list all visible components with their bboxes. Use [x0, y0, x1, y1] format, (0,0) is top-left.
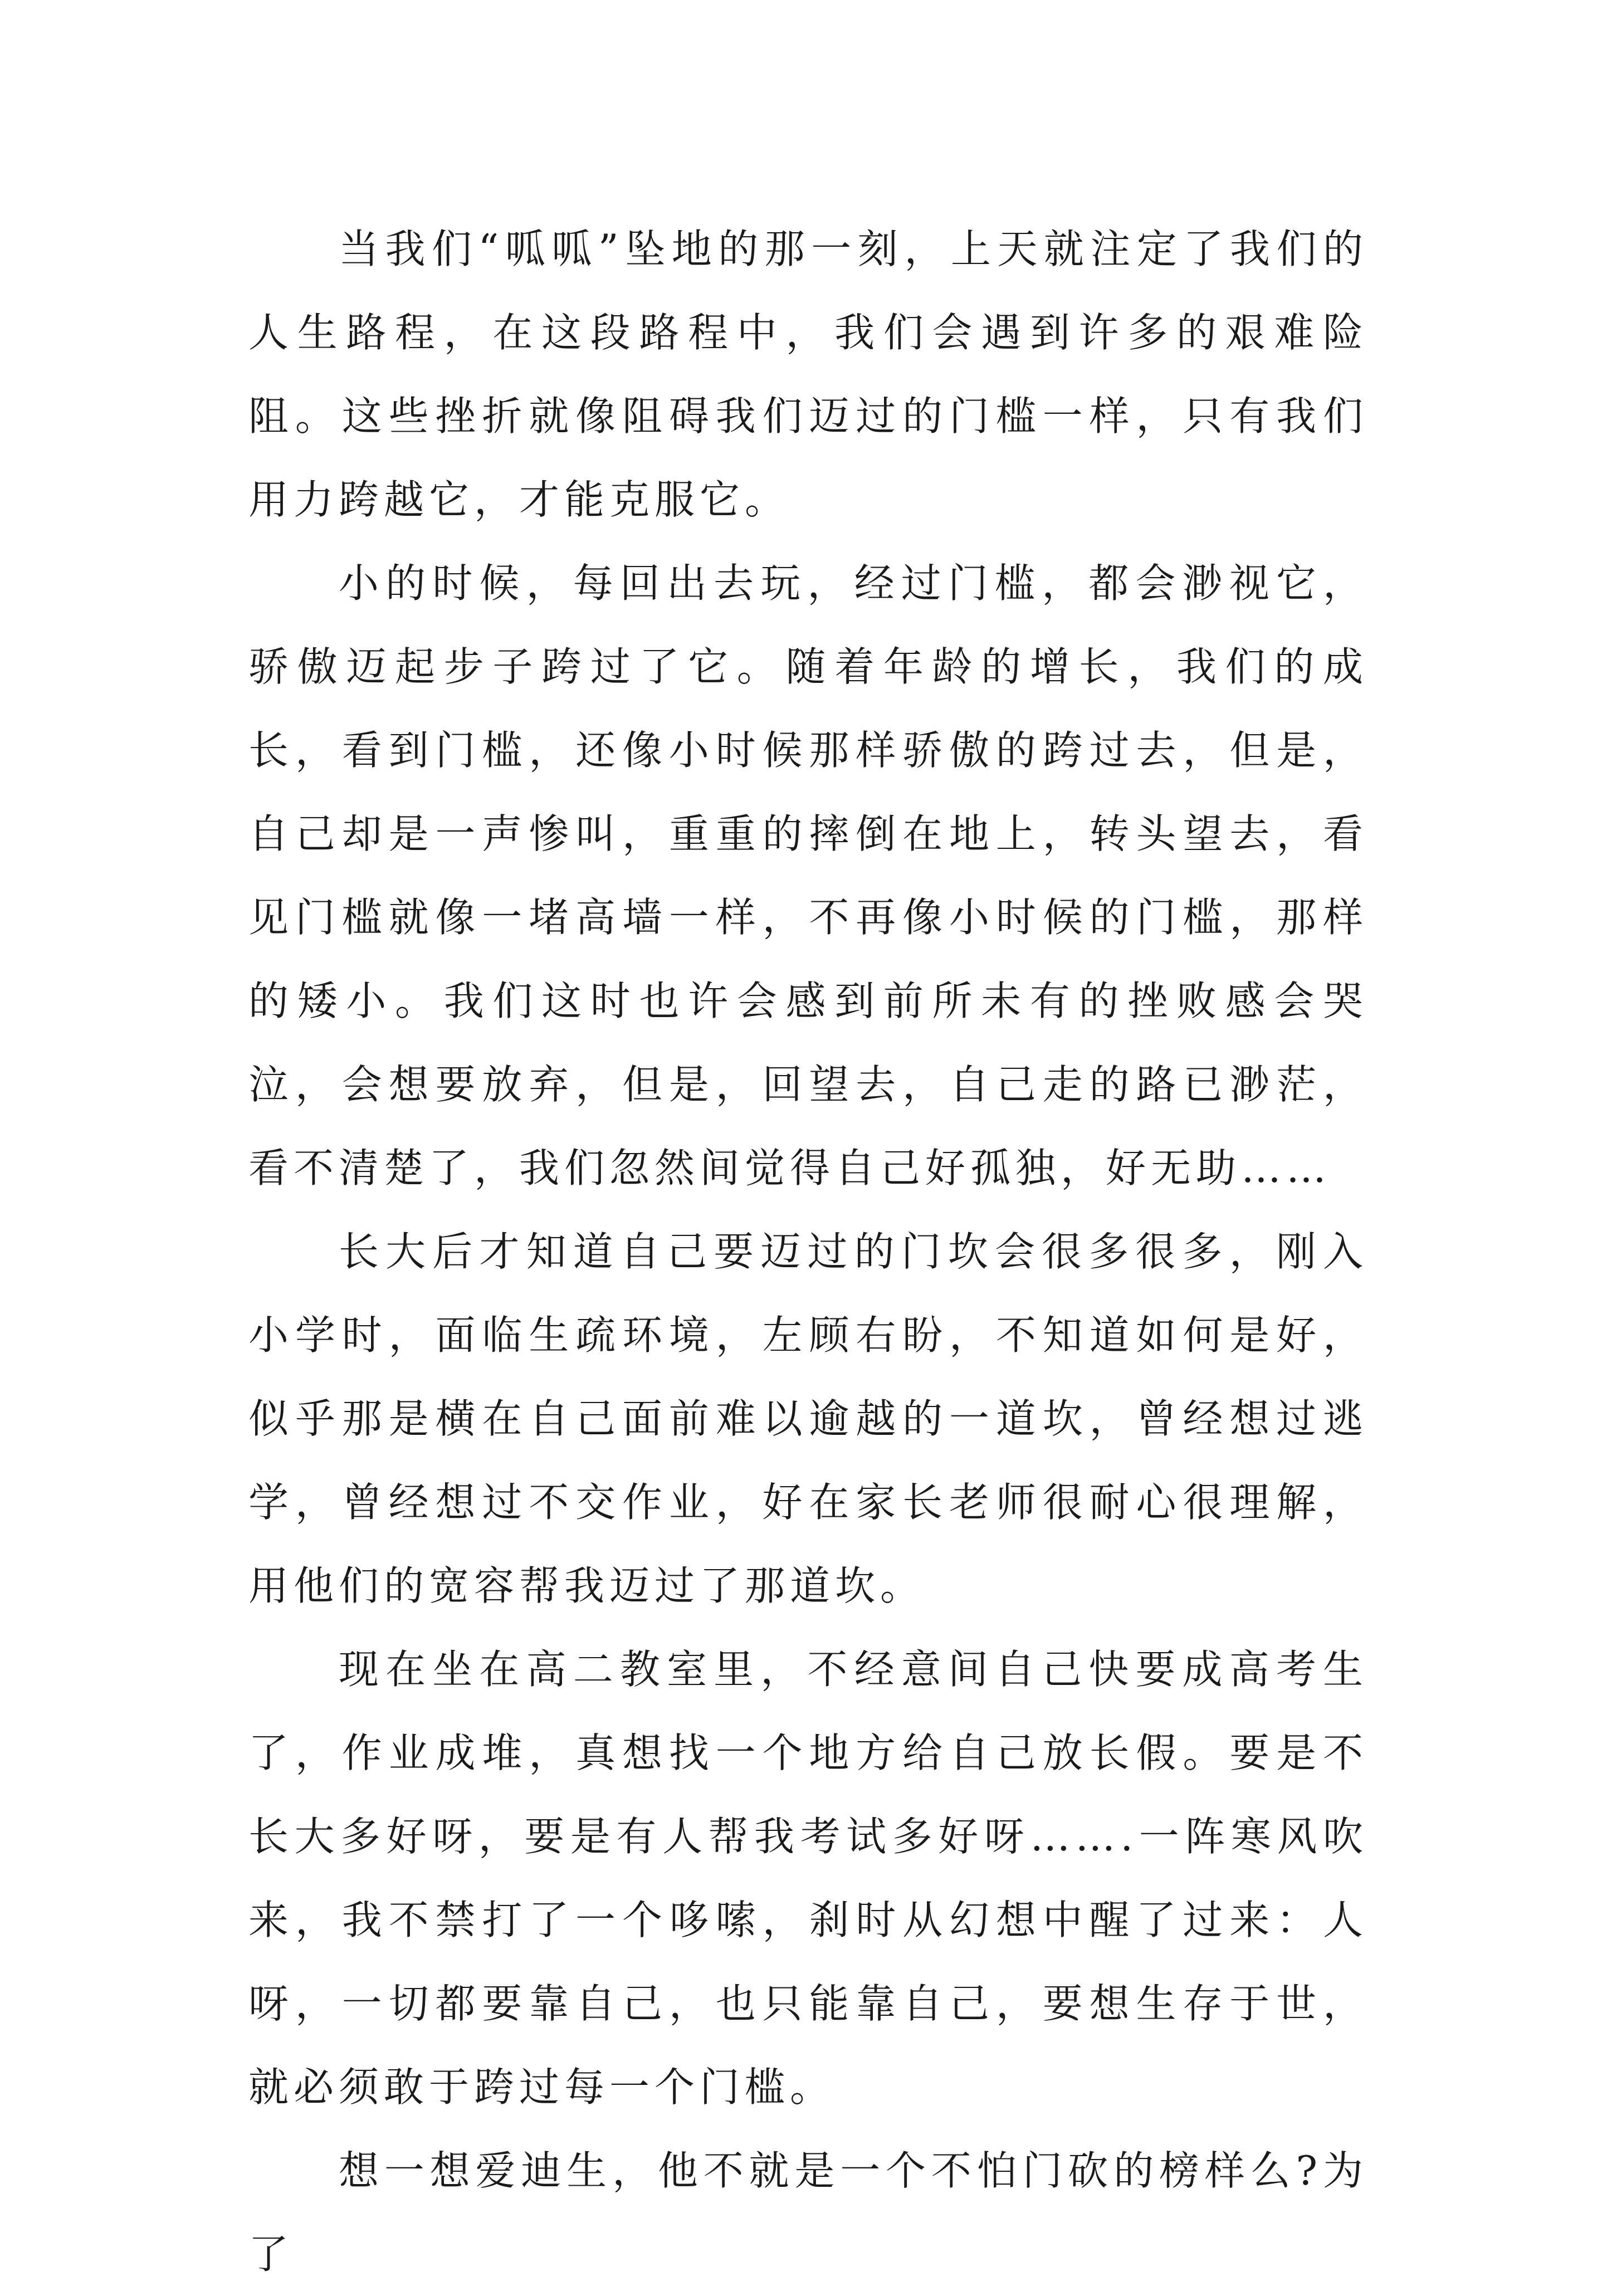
- paragraph-2: 小的时候，每回出去玩，经过门槛，都会渺视它，骄傲迈起步子跨过了它。随着年龄的增长，我们的成长，看到门槛，还像小时候那样骄傲的跨过去，但是，自己却是一声惨叫，重重的摔倒在地上，转头望去，看见门槛就像一堵高墙一样，不再像小时候的门槛，那样的矮小。我们这时也许会感到前所未有的挫败感会哭泣，会想要放弃，但是，回望去，自己走的路已渺茫，看不清楚了，我们忽然间觉得自己好孤独，好无助……: [248, 560, 1368, 1191]
- paragraph-4: 现在坐在高二教室里，不经意间自己快要成高考生了，作业成堆，真想找一个地方给自己放长假。要是不长大多好呀，要是有人帮我考试多好呀…….一阵寒风吹来，我不禁打了一个哆嗦，刹时从幻想中醒了过来：人呀，一切都要靠自己，也只能靠自己，要想生存于世，就必须敢于跨过每一个门槛。: [248, 1646, 1368, 2111]
- paragraph-1: 当我们“呱呱”坠地的那一刻，上天就注定了我们的人生路程，在这段路程中，我们会遇到许多的艰难险阻。这些挫折就像阻碍我们迈过的门槛一样，只有我们用力跨越它，才能克服它。: [248, 226, 1368, 523]
- paragraph-5: 想一想爱迪生，他不就是一个不怕门砍的榜样么?为了: [248, 2147, 1368, 2278]
- paragraph-3: 长大后才知道自己要迈过的门坎会很多很多，刚入小学时，面临生疏环境，左顾右盼，不知道如何是好，似乎那是横在自己面前难以逾越的一道坎，曾经想过逃学，曾经想过不交作业，好在家长老师很耐心很理解，用他们的宽容帮我迈过了那道坎。: [248, 1228, 1368, 1609]
- essay-body: [248, 207, 1368, 2296]
